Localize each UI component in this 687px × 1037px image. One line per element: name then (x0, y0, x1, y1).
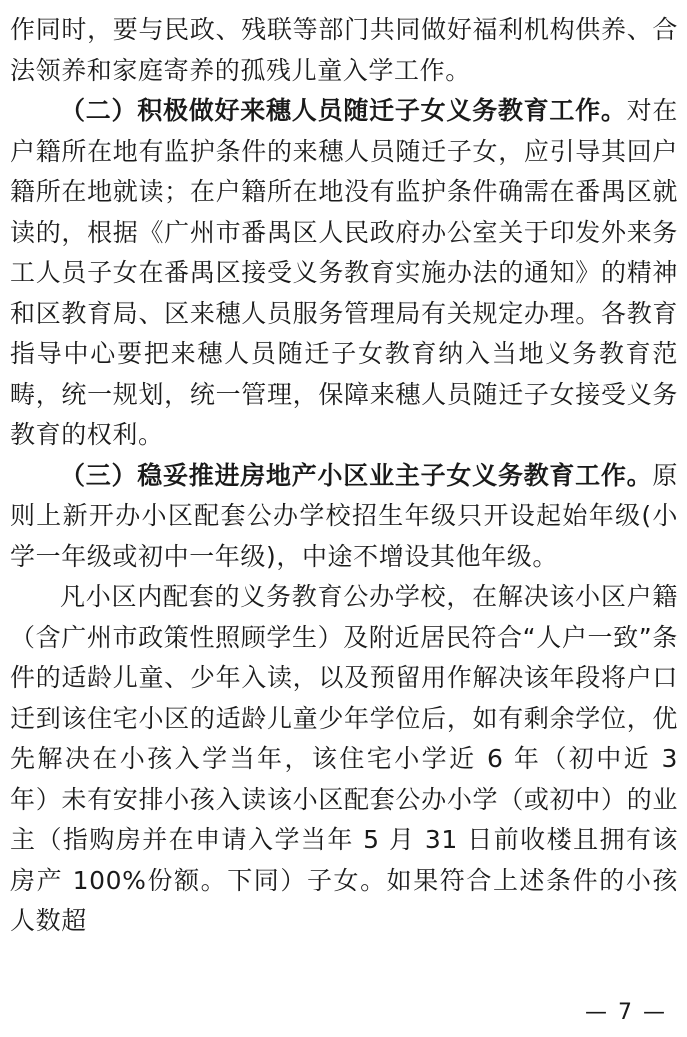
paragraph-section-2 (10, 91, 678, 456)
paragraph-text: 凡小区内配套的义务教育公办学校，在解决该小区户籍（含广州市政策性照顾学生）及附近居民符合“人户一致”条件的适龄儿童、少年入读，以及预留用作解决该年段将户口迁到该住宅小区的适龄儿童少年学位后，如有剩余学位，优先解决在小孩入学当年，该住宅小学近 6 年（初中近 3 年）未有安排小孩入读该小区配套公办小学（或初中）的业主（指购房并在申请入学当年 5 月 31 日前收楼且拥有该房产 100%份额。下同）子女。如果符合上述条件的小孩人数超 (10, 582, 678, 935)
section-heading: （三）稳妥推进房地产小区业主子女义务教育工作。 (60, 460, 653, 490)
section-heading: （二）积极做好来穗人员随迁子女义务教育工作。 (60, 96, 627, 125)
paragraph-body (10, 577, 678, 942)
paragraph-section-3 (10, 456, 678, 578)
body-text (10, 10, 678, 942)
paragraph-text: 对在户籍所在地有监护条件的来穗人员随迁子女，应引导其回户籍所在地就读；在户籍所在地没有监护条件确需在番禺区就读的，根据《广州市番禺区人民政府办公室关于印发外来务工人员子女在番禺区接受义务教育实施办法的通知》的精神和区教育局、区来穗人员服务管理局有关规定办理。各教育指导中心要把来穗人员随迁子女教育纳入当地义务教育范畴，统一规划，统一管理，保障来穗人员随迁子女接受义务教育的权利。 (10, 96, 678, 449)
paragraph-continuation (10, 10, 678, 91)
paragraph-text: 原则上新开办小区配套公办学校招生年级只开设起始年级(小学一年级或初中一年级)，中途不增设其他年级。 (10, 460, 678, 571)
paragraph-text: 作同时，要与民政、残联等部门共同做好福利机构供养、合法领养和家庭寄养的孤残儿童入学工作。 (10, 15, 678, 85)
page-number: — 7 — (585, 1000, 667, 1025)
